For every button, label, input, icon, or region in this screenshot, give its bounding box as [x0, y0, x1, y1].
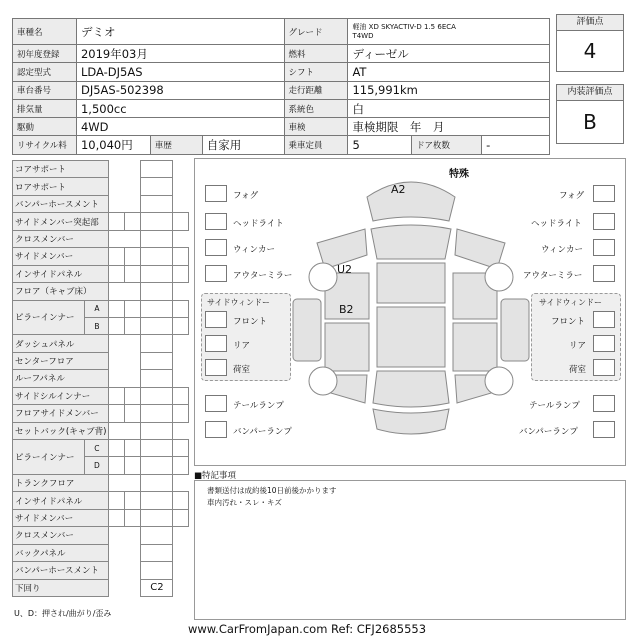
sw-right-cargo-label: 荷室	[569, 365, 587, 375]
fog-left-label: フォグ	[233, 191, 259, 201]
mark-u2: U2	[337, 263, 353, 276]
part-lower-support: ロアサポート	[13, 178, 109, 195]
part-side-member-protrusion: サイドメンバー突起部	[13, 213, 109, 230]
first-reg-label: 初年度登録	[13, 45, 77, 63]
sw-left-cargo-checkbox	[205, 359, 227, 376]
rating-value: 4	[583, 39, 597, 63]
vehicle-info-table	[12, 18, 550, 155]
drive-value: 4WD	[76, 118, 284, 136]
mark-a2: A2	[391, 183, 406, 196]
parts-table	[12, 160, 189, 597]
pillar-c-label: C	[85, 440, 109, 457]
sw-right-cargo-checkbox	[593, 359, 615, 376]
interior-rating-label: 内装評価点	[557, 85, 623, 101]
displacement-label: 排気量	[13, 99, 77, 117]
part-inside-panel-rear: インサイドパネル	[13, 492, 109, 509]
drive-label: 駆動	[13, 118, 77, 136]
sw-right-front-label: フロント	[551, 317, 586, 327]
sw-left-rear-label: リア	[233, 341, 251, 351]
sw-right-rear-label: リア	[569, 341, 587, 351]
sw-left-rear-checkbox	[205, 335, 227, 352]
color-value: 白	[348, 99, 550, 117]
part-bumper-reinforcement-front: バンパーホースメント	[13, 195, 109, 212]
sw-left-cargo-label: 荷室	[233, 365, 251, 375]
mirror-left-label: アウターミラー	[233, 271, 293, 281]
notes-box	[194, 480, 626, 620]
part-floor-cab: フロア（キャブ床）	[13, 283, 109, 300]
inspection-label: 車検	[284, 118, 348, 136]
winker-left-checkbox	[205, 239, 227, 256]
side-window-left-title: サイドウィンドー	[207, 298, 270, 307]
model-label: 車種名	[13, 19, 77, 45]
history-value: 自家用	[202, 136, 284, 154]
part-side-sill-inner: サイドシルインナー	[13, 387, 109, 404]
part-cross-member-rear: クロスメンバー	[13, 527, 109, 544]
pillar-d-label: D	[85, 457, 109, 474]
bumperlamp-left-checkbox	[205, 421, 227, 438]
sw-left-front-label: フロント	[233, 317, 268, 327]
grade-value: 軽油 XD SKYACTIV-D 1.5 6ECA T4WD	[348, 19, 550, 45]
underbody-value: C2	[141, 579, 173, 596]
rating-label: 評価点	[557, 15, 623, 31]
headlight-left-label: ヘッドライト	[233, 219, 284, 229]
headlight-right-label: ヘッドライト	[531, 219, 582, 229]
part-core-support: コアサポート	[13, 161, 109, 178]
rating-box	[556, 14, 624, 72]
part-side-member-rear: サイドメンバー	[13, 509, 109, 526]
note-line-1: 書類送付は成約後10日前後かかります	[207, 486, 337, 495]
mileage-value: 115,991km	[348, 81, 550, 99]
part-cross-member-front: クロスメンバー	[13, 230, 109, 247]
winker-left-label: ウィンカー	[233, 245, 275, 255]
note-line-2: 車内汚れ・スレ・キズ	[207, 498, 282, 507]
headlight-left-checkbox	[205, 213, 227, 230]
fog-left-checkbox	[205, 185, 227, 202]
pillar-a-label: A	[85, 300, 109, 317]
footer-reference: www.CarFromJapan.com Ref: CFJ2685553	[188, 622, 427, 636]
damage-diagram-panel	[194, 158, 626, 466]
part-setback: セットバック(キャブ背)	[13, 422, 109, 439]
fuel-label: 燃料	[284, 45, 348, 63]
part-pillar-inner-front: ピラーインナー	[13, 300, 85, 335]
part-dash-panel: ダッシュパネル	[13, 335, 109, 352]
part-trunk-floor: トランクフロア	[13, 474, 109, 491]
special-title: 特殊	[449, 169, 469, 180]
part-back-panel: バックパネル	[13, 544, 109, 561]
recycle-value: 10,040円	[76, 136, 150, 154]
part-side-member-front: サイドメンバー	[13, 248, 109, 265]
part-center-floor: センターフロア	[13, 352, 109, 369]
doors-label: ドア枚数	[412, 136, 482, 154]
fuel-value: ディーゼル	[348, 45, 550, 63]
grade-label: グレード	[284, 19, 348, 45]
part-bumper-reinforcement-rear: バンパーホースメント	[13, 562, 109, 579]
part-floor-side-member: フロアサイドメンバー	[13, 405, 109, 422]
notes-title: ■特記事項	[194, 471, 237, 481]
tail-left-checkbox	[205, 395, 227, 412]
chassis-label: 車台番号	[13, 81, 77, 99]
first-reg-value: 2019年03月	[76, 45, 284, 63]
bumperlamp-left-label: バンパーランプ	[233, 427, 292, 437]
pillar-b-label: B	[85, 317, 109, 334]
winker-right-label: ウィンカー	[541, 245, 583, 255]
side-window-right-title: サイドウィンドー	[539, 298, 602, 307]
type-label: 認定型式	[13, 63, 77, 81]
tail-right-checkbox	[593, 395, 615, 412]
bumperlamp-right-label: バンパーランプ	[519, 427, 578, 437]
legend-text: U、D：押され/曲がり/歪み	[14, 609, 112, 618]
mirror-right-checkbox	[593, 265, 615, 282]
tail-right-label: テールランプ	[529, 401, 580, 411]
winker-right-checkbox	[593, 239, 615, 256]
inspection-value: 車検期限 年 月	[348, 118, 550, 136]
fog-right-label: フォグ	[559, 191, 585, 201]
bumperlamp-right-checkbox	[593, 421, 615, 438]
sw-right-rear-checkbox	[593, 335, 615, 352]
shift-label: シフト	[284, 63, 348, 81]
mark-b2: B2	[339, 303, 354, 316]
history-label: 車歴	[150, 136, 202, 154]
part-pillar-inner-rear: ピラーインナー	[13, 440, 85, 475]
doors-value: -	[482, 136, 550, 154]
mileage-label: 走行距離	[284, 81, 348, 99]
type-value: LDA-DJ5AS	[76, 63, 284, 81]
part-roof-panel: ルーフパネル	[13, 370, 109, 387]
model-value: デミオ	[76, 19, 284, 45]
recycle-label: リサイクル料	[13, 136, 77, 154]
mirror-right-label: アウターミラー	[523, 271, 583, 281]
part-underbody: 下回り	[13, 579, 109, 596]
color-label: 系統色	[284, 99, 348, 117]
headlight-right-checkbox	[593, 213, 615, 230]
displacement-value: 1,500cc	[76, 99, 284, 117]
interior-rating-box	[556, 84, 624, 144]
sw-right-front-checkbox	[593, 311, 615, 328]
tail-left-label: テールランプ	[233, 401, 284, 411]
chassis-value: DJ5AS-502398	[76, 81, 284, 99]
sw-left-front-checkbox	[205, 311, 227, 328]
mirror-left-checkbox	[205, 265, 227, 282]
part-inside-panel-front: インサイドパネル	[13, 265, 109, 282]
interior-rating-value: B	[583, 110, 597, 134]
capacity-value: 5	[348, 136, 412, 154]
shift-value: AT	[348, 63, 550, 81]
fog-right-checkbox	[593, 185, 615, 202]
capacity-label: 乗車定員	[284, 136, 348, 154]
